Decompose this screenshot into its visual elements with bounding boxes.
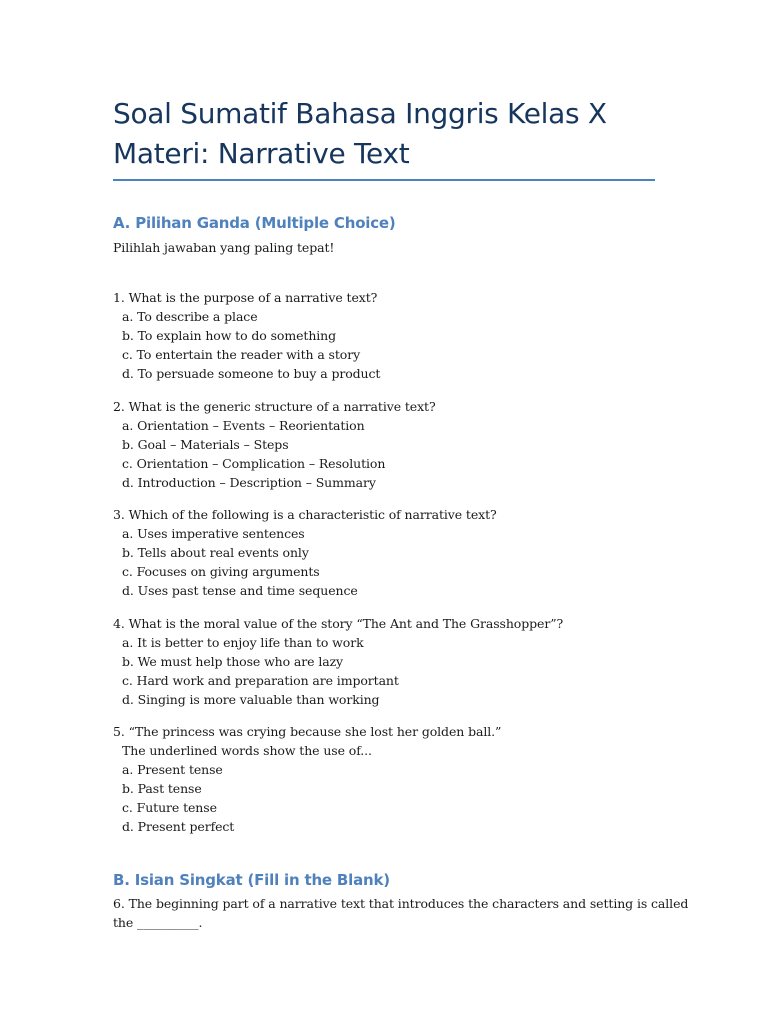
question-3: 3. Which of the following is a characteristic of narrative text?	[113, 507, 497, 522]
question-2-option-c: c. Orientation – Complication – Resolution	[122, 456, 386, 471]
question-5-option-a: a. Present tense	[122, 762, 223, 777]
question-1: 1. What is the purpose of a narrative text?	[113, 290, 378, 305]
section-a-instruction: Pilihlah jawaban yang paling tepat!	[113, 240, 335, 255]
question-4-option-c: c. Hard work and preparation are important	[122, 673, 399, 688]
title-line-2: Materi: Narrative Text	[113, 137, 410, 170]
question-1-option-a: a. To describe a place	[122, 309, 258, 324]
question-4-option-d: d. Singing is more valuable than working	[122, 692, 380, 707]
question-2: 2. What is the generic structure of a narrative text?	[113, 399, 436, 414]
question-4-option-b: b. We must help those who are lazy	[122, 654, 344, 669]
question-5-option-c: c. Future tense	[122, 800, 217, 815]
question-1-option-c: c. To entertain the reader with a story	[122, 347, 361, 362]
question-3-option-c: c. Focuses on giving arguments	[122, 564, 320, 579]
question-2-option-a: a. Orientation – Events – Reorientation	[122, 418, 365, 433]
question-6-line-2: the __________.	[113, 915, 203, 930]
question-2-option-d: d. Introduction – Description – Summary	[122, 475, 376, 490]
document-title	[113, 94, 658, 174]
question-5-option-d: d. Present perfect	[122, 819, 235, 834]
question-4: 4. What is the moral value of the story “The Ant and The Grasshopper”?	[113, 616, 564, 631]
section-a-heading: A. Pilihan Ganda (Multiple Choice)	[113, 214, 396, 232]
question-3-option-d: d. Uses past tense and time sequence	[122, 583, 358, 598]
question-1-option-d: d. To persuade someone to buy a product	[122, 366, 381, 381]
section-b-heading: B. Isian Singkat (Fill in the Blank)	[113, 871, 390, 889]
question-3-option-a: a. Uses imperative sentences	[122, 526, 305, 541]
question-1-option-b: b. To explain how to do something	[122, 328, 337, 343]
question-3-option-b: b. Tells about real events only	[122, 545, 309, 560]
title-line-1: Soal Sumatif Bahasa Inggris Kelas X	[113, 97, 607, 130]
question-5: 5. “The princess was crying because she lost her golden ball.”	[113, 724, 502, 739]
question-2-option-b: b. Goal – Materials – Steps	[122, 437, 289, 452]
question-4-option-a: a. It is better to enjoy life than to work	[122, 635, 364, 650]
question-6-line-1: 6. The beginning part of a narrative text that introduces the characters and setting is called	[113, 896, 689, 911]
question-5-option-b: b. Past tense	[122, 781, 202, 796]
question-5-subline: The underlined words show the use of...	[122, 743, 372, 758]
title-divider	[113, 179, 655, 181]
